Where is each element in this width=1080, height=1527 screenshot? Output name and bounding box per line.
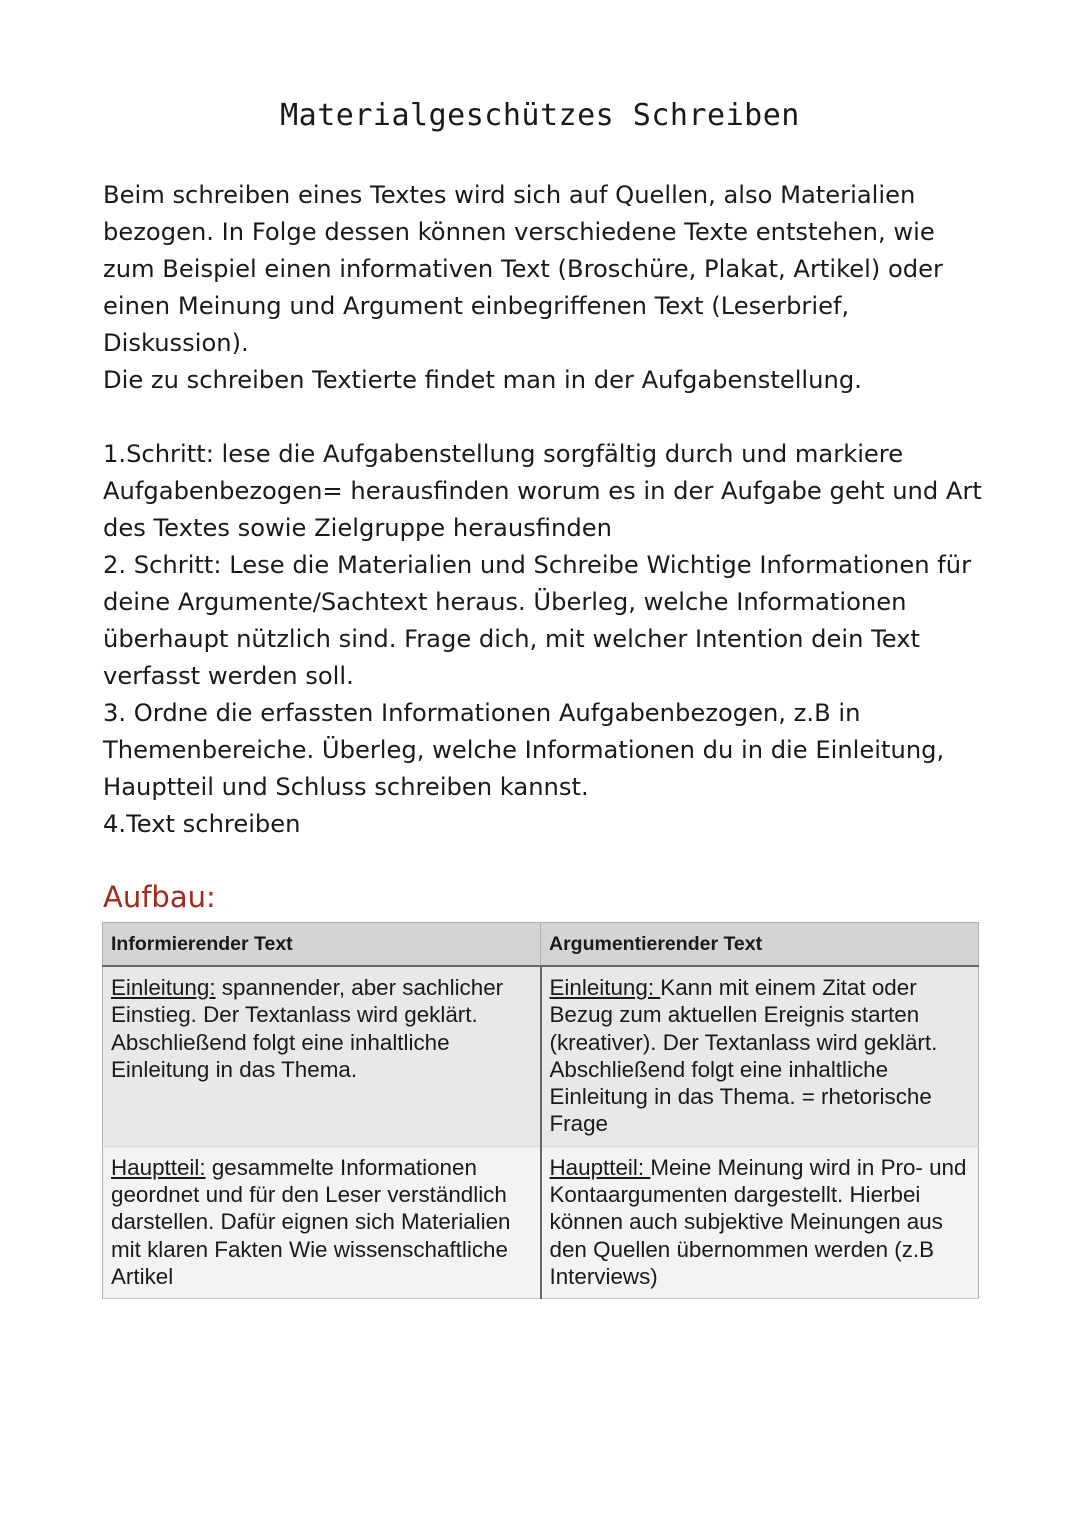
step-1: 1.Schritt: lese die Aufgabenstellung sorgfältig durch und markiere Aufgabenbezogen= herausfinden worum es in der Aufgabe geht und Art des Textes sowie Zielgruppe herausfinden [103,440,982,542]
cell-label: Einleitung: [111,975,216,1000]
page-title: Materialgeschützes Schreiben [280,98,800,133]
aufbau-heading: Aufbau: [103,880,216,914]
cell-label: Hauptteil: [111,1154,206,1180]
task-line: Die zu schreiben Textierte findet man in der Aufgabenstellung. [103,366,862,394]
table-row-einleitung [103,966,979,1146]
cell-text: gesammelte Informationen geordnet und für den Leser verständlich darstellen. Dafür eignen sich Materialien mit klaren Fakten Wie wissenschaftliche Artikel [111,1154,511,1289]
aufbau-table [102,922,979,1299]
step-4: 4.Text schreiben [103,810,301,838]
cell-label: Einleitung: [549,975,661,1000]
cell-text: Meine Meinung wird in Pro- und Kontaargumenten dargestellt. Hierbei können auch subjektive Meinungen aus den Quellen übernommen werden (z.B Interviews) [549,1154,967,1289]
intro-paragraph: Beim schreiben eines Textes wird sich auf Quellen, also Materialien bezogen. In Folge dessen können verschiedene Texte entstehen, wie zum Beispiel einen informativen Text (Broschüre, Plakat, Artikel) oder einen Meinung und Argument einbegriffenen Text (Leserbrief, Diskussion). [103,181,943,357]
cell-einleitung-argumentierend [541,966,979,1146]
column-header-informierend: Informierender Text [103,923,541,967]
document-body [103,177,983,843]
table-header-row [103,923,979,967]
table-row-hauptteil [103,1146,979,1298]
step-2: 2. Schritt: Lese die Materialien und Schreibe Wichtige Informationen für deine Argumente/Sachtext heraus. Überleg, welche Informationen überhaupt nützlich sind. Frage dich, mit welcher Intention dein Text verfasst werden soll. [103,551,972,690]
cell-hauptteil-informierend [103,1146,541,1298]
column-header-argumentierend: Argumentierender Text [541,923,979,967]
cell-text: spannender, aber sachlicher Einstieg. Der Textanlass wird geklärt. Abschließend folgt eine inhaltliche Einleitung in das Thema. [111,975,504,1082]
step-3: 3. Ordne die erfassten Informationen Aufgabenbezogen, z.B in Themenbereiche. Überleg, welche Informationen du in die Einleitung, Hauptteil und Schluss schreiben kannst. [103,699,945,801]
spacer [103,399,983,436]
cell-label: Hauptteil: [549,1154,651,1180]
cell-hauptteil-argumentierend [541,1146,979,1298]
aufbau-table-container [102,922,978,1299]
cell-text: Kann mit einem Zitat oder Bezug zum aktuellen Ereignis starten (kreativer). Der Textanlass wird geklärt. Abschließend folgt eine inhaltliche Einleitung in das Thema. = rhetorische Frage [549,975,938,1137]
cell-einleitung-informierend [103,966,541,1146]
